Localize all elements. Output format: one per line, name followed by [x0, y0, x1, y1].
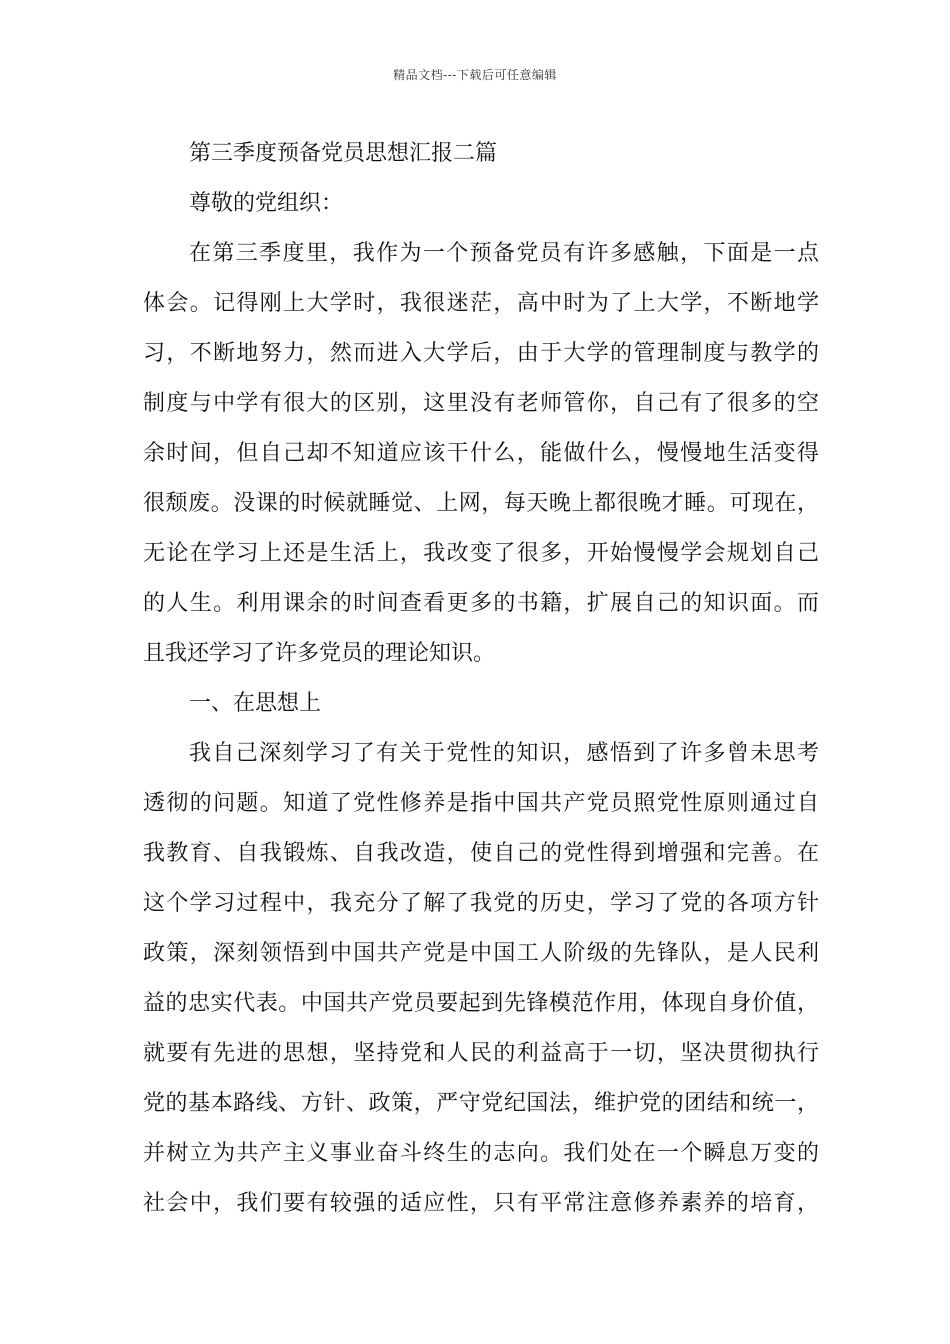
section-heading: 一、在思想上	[189, 691, 322, 716]
header-watermark: 精品文档---下载后可任意编辑	[393, 68, 557, 82]
paragraph-line: 我自己深刻学习了有关于党性的知识，感悟到了许多曾未思考	[189, 741, 819, 766]
paragraph-line: 习，不断地努力，然而进入大学后，由于大学的管理制度与教学的	[143, 341, 819, 366]
document-title: 第三季度预备党员思想汇报二篇	[189, 141, 498, 166]
paragraph-line: 党的基本路线、方针、政策，严守党纪国法，维护党的团结和统一，	[143, 1091, 819, 1116]
paragraph-line: 的人生。利用课余的时间查看更多的书籍，扩展自己的知识面。而	[143, 591, 819, 616]
salutation: 尊敬的党组织：	[189, 191, 344, 216]
paragraph-line: 无论在学习上还是生活上，我改变了很多，开始慢慢学会规划自己	[143, 541, 819, 566]
paragraph-line: 透彻的问题。知道了党性修养是指中国共产党员照党性原则通过自	[143, 791, 819, 816]
paragraph-line: 益的忠实代表。中国共产党员要起到先锋模范作用，体现自身价值，	[143, 991, 819, 1016]
paragraph-line: 我教育、自我锻炼、自我改造，使自己的党性得到增强和完善。在	[143, 841, 819, 866]
document-body	[143, 134, 819, 1234]
paragraph-line: 在第三季度里，我作为一个预备党员有许多感触，下面是一点	[189, 241, 819, 266]
paragraph-line: 就要有先进的思想，坚持党和人民的利益高于一切，坚决贯彻执行	[143, 1041, 819, 1066]
paragraph-line: 并树立为共产主义事业奋斗终生的志向。我们处在一个瞬息万变的	[143, 1141, 819, 1166]
paragraph-line: 余时间，但自己却不知道应该干什么，能做什么，慢慢地生活变得	[143, 441, 819, 466]
paragraph-line: 很颓废。没课的时候就睡觉、上网，每天晚上都很晚才睡。可现在，	[143, 491, 819, 516]
paragraph-line: 政策，深刻领悟到中国共产党是中国工人阶级的先锋队，是人民利	[143, 941, 819, 966]
paragraph-line: 这个学习过程中，我充分了解了我党的历史，学习了党的各项方针	[143, 891, 819, 916]
paragraph-line: 制度与中学有很大的区别，这里没有老师管你，自己有了很多的空	[143, 391, 819, 416]
paragraph-line: 社会中，我们要有较强的适应性，只有平常注意修养素养的培育，	[143, 1191, 819, 1216]
paragraph-line: 体会。记得刚上大学时，我很迷茫，高中时为了上大学，不断地学	[143, 291, 819, 316]
paragraph-line: 且我还学习了许多党员的理论知识。	[143, 641, 496, 666]
